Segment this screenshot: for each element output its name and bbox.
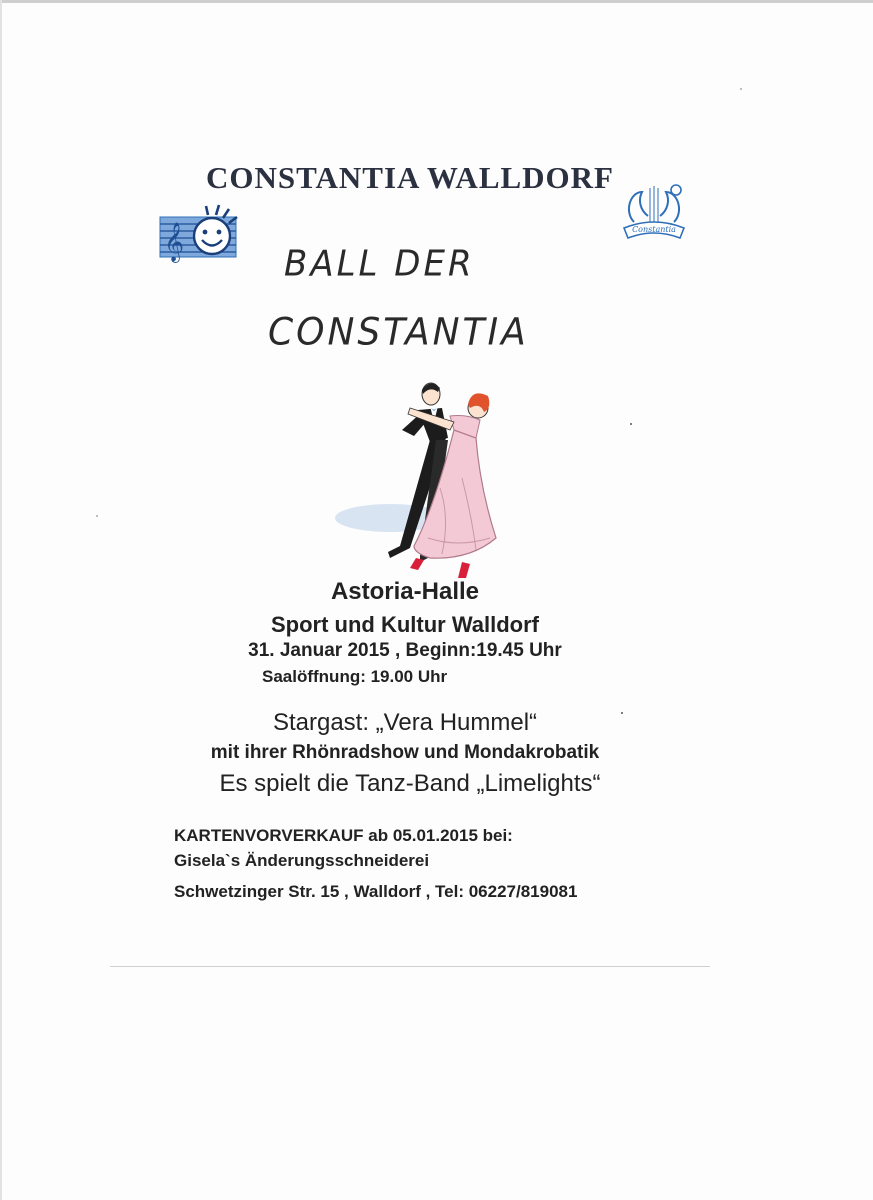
singing-face-icon [158,203,240,263]
star-guest: Stargast: „Vera Hummel“ [272,709,538,736]
event-title-line-1: BALL DER [284,243,475,285]
scan-edge-left [0,0,2,1200]
doors-open-time: Saalöffnung: 19.00 Uhr [262,667,448,686]
page-divider [110,966,710,967]
club-name: CONSTANTIA WALLDORF [205,160,614,195]
scan-speck [630,423,632,425]
svg-text:𝄞: 𝄞 [164,222,185,262]
ticket-presale: KARTENVORVERKAUF ab 05.01.2015 bei: [174,826,513,845]
scan-speck [740,88,742,90]
ticket-shop-name: Gisela`s Änderungsschneiderei [174,851,430,870]
event-title-line-2: CONSTANTIA [268,310,529,355]
band-line: Es spielt die Tanz-Band „Limelights“ [219,770,601,797]
event-date-time: 31. Januar 2015 , Beginn:19.45 Uhr [248,640,562,661]
logo-text: Constantia [632,225,676,234]
scan-speck [621,712,623,714]
scan-speck [96,515,98,517]
guest-show-description: mit ihrer Rhönradshow und Mondakrobatik [210,742,600,763]
ballroom-dancers-icon [330,378,510,583]
scan-edge-top [0,0,873,3]
venue-subtitle: Sport und Kultur Walldorf [270,612,540,637]
venue-name: Astoria-Halle [330,578,480,605]
ticket-shop-address: Schwetzinger Str. 15 , Walldorf , Tel: 06227/819081 [174,882,578,901]
